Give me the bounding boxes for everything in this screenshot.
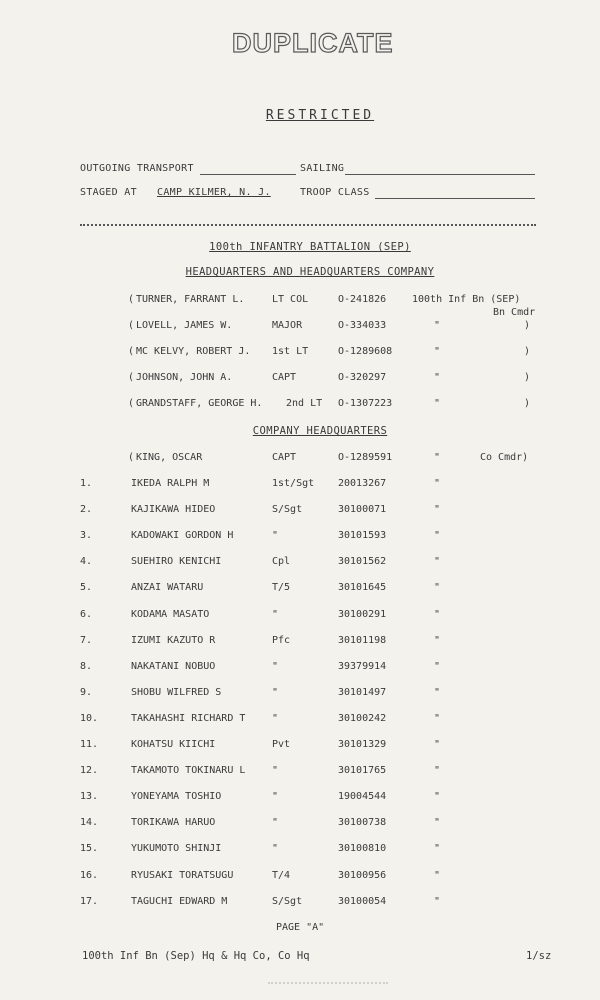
officer-serial: O-320297 <box>338 372 387 383</box>
soldier-name: IKEDA RALPH M <box>131 478 210 489</box>
sailing-label: SAILING <box>300 163 345 174</box>
officer-name: KING, OSCAR <box>136 452 203 463</box>
duplicate-stamp: DUPLICATE <box>232 28 394 58</box>
soldier-name: TAGUCHI EDWARD M <box>131 895 228 907</box>
soldier-rank: Pvt <box>272 739 291 750</box>
officer-serial: O-334033 <box>338 320 387 331</box>
roster-row <box>0 635 600 651</box>
roster-row <box>0 739 600 755</box>
serial-number: 30101198 <box>338 634 387 646</box>
row-number: 13. <box>80 791 99 803</box>
officer-row: ( LOVELL, JAMES W. MAJOR O-334033 " ) <box>128 320 531 331</box>
soldier-name: KAJIKAWA HIDEO <box>131 504 216 516</box>
soldier-rank: T/5 <box>272 582 291 594</box>
roster-row <box>0 530 600 546</box>
outgoing-transport-blank <box>200 174 296 175</box>
soldier-name: YONEYAMA TOSHIO <box>131 791 222 803</box>
company-title: HEADQUARTERS AND HEADQUARTERS COMPANY <box>185 266 435 278</box>
serial-number: 19004544 <box>338 791 387 803</box>
serial-number: 30101562 <box>338 556 387 568</box>
officer-serial: O-1289608 <box>338 346 393 357</box>
row-number: 5. <box>80 582 93 594</box>
separator-rule <box>80 224 536 226</box>
ditto-mark: " <box>434 556 441 568</box>
outgoing-transport-label: OUTGOING TRANSPORT <box>80 163 194 174</box>
ditto-mark: " <box>434 869 441 881</box>
row-number: 4. <box>80 556 93 568</box>
serial-number: 30100810 <box>338 843 387 855</box>
officer-row: ( TURNER, FARRANT L. LT COL O-241826 100th Inf Bn (SEP) <box>128 294 521 305</box>
officer-rank: 1st LT <box>272 346 309 357</box>
ditto-mark: " <box>434 504 441 516</box>
unit-title: 100th INFANTRY BATTALION (SEP) <box>209 241 411 253</box>
row-number: 14. <box>80 817 99 829</box>
serial-number: 30100738 <box>338 817 387 829</box>
faded-stamp <box>268 982 388 1000</box>
footer-unit: 100th Inf Bn (Sep) Hq & Hq Co, Co Hq <box>82 950 310 962</box>
soldier-rank: 1st/Sgt <box>272 478 315 489</box>
row-number: 1. <box>80 478 93 489</box>
officer-note-continued: Bn Cmdr <box>493 307 536 318</box>
soldier-name: TAKAHASHI RICHARD T <box>131 712 246 724</box>
ditto-mark: " <box>434 398 441 409</box>
roster-row <box>0 896 600 912</box>
soldier-rank: " <box>272 765 279 777</box>
row-number: 12. <box>80 765 99 777</box>
ditto-mark: " <box>434 608 441 620</box>
soldier-rank: " <box>272 791 279 803</box>
row-number: 9. <box>80 686 93 698</box>
row-number: 8. <box>80 660 93 672</box>
troop-class-label: TROOP CLASS <box>300 187 370 198</box>
soldier-name: YUKUMOTO SHINJI <box>131 843 222 855</box>
roster-row <box>0 478 600 494</box>
ditto-mark: " <box>434 372 441 383</box>
ditto-mark: " <box>434 478 441 489</box>
ditto-mark: " <box>434 660 441 672</box>
roster-row <box>0 687 600 703</box>
soldier-rank: " <box>272 712 279 724</box>
staged-at-label: STAGED AT <box>80 187 137 198</box>
soldier-name: KOHATSU KIICHI <box>131 739 216 750</box>
roster-row <box>0 765 600 781</box>
serial-number: 20013267 <box>338 478 387 489</box>
roster-row <box>0 791 600 807</box>
officer-row: ( JOHNSON, JOHN A. CAPT O-320297 " ) <box>128 372 531 383</box>
row-number: 2. <box>80 504 93 516</box>
soldier-name: TAKAMOTO TOKINARU L <box>131 765 246 777</box>
ditto-mark: " <box>434 843 441 855</box>
soldier-rank: " <box>272 608 279 620</box>
officer-name: GRANDSTAFF, GEORGE H. <box>136 398 263 409</box>
soldier-rank: " <box>272 530 279 542</box>
roster-row <box>0 582 600 598</box>
soldier-rank: Pfc <box>272 634 291 646</box>
soldier-rank: S/Sgt <box>272 895 303 907</box>
officer-rank: CAPT <box>272 452 297 463</box>
roster-row <box>0 504 600 520</box>
section-title: COMPANY HEADQUARTERS <box>252 425 388 437</box>
roster-row <box>0 661 600 677</box>
ditto-mark: " <box>434 634 441 646</box>
officer-name: LOVELL, JAMES W. <box>136 320 233 331</box>
ditto-mark: " <box>434 582 441 594</box>
troop-class-blank <box>375 198 535 199</box>
page-label: PAGE "A" <box>276 922 325 933</box>
roster-row <box>0 713 600 729</box>
officer-name: MC KELVY, ROBERT J. <box>136 346 251 357</box>
officer-note: Co Cmdr) <box>480 452 529 463</box>
roster-row <box>0 556 600 572</box>
staged-at-value: CAMP KILMER, N. J. <box>157 187 271 198</box>
classification-heading: RESTRICTED <box>265 108 375 123</box>
row-number: 3. <box>80 530 93 542</box>
officer-name: TURNER, FARRANT L. <box>136 294 245 305</box>
row-number: 7. <box>80 634 93 646</box>
soldier-name: IZUMI KAZUTO R <box>131 634 216 646</box>
soldier-rank: Cpl <box>272 556 291 568</box>
serial-number: 30100291 <box>338 608 387 620</box>
ditto-mark: " <box>434 739 441 750</box>
soldier-name: KADOWAKI GORDON H <box>131 530 234 542</box>
officer-name: JOHNSON, JOHN A. <box>136 372 233 383</box>
serial-number: 30101497 <box>338 686 387 698</box>
row-number: 16. <box>80 869 99 881</box>
soldier-rank: " <box>272 843 279 855</box>
soldier-rank: " <box>272 817 279 829</box>
officer-serial: O-1307223 <box>338 398 393 409</box>
soldier-rank: " <box>272 660 279 672</box>
serial-number: 30100242 <box>338 712 387 724</box>
serial-number: 30100071 <box>338 504 387 516</box>
officer-row: ( GRANDSTAFF, GEORGE H. 2nd LT O-1307223 " ) <box>128 398 531 409</box>
soldier-name: SUEHIRO KENICHI <box>131 556 222 568</box>
row-number: 15. <box>80 843 99 855</box>
soldier-rank: T/4 <box>272 869 291 881</box>
serial-number: 30100054 <box>338 895 387 907</box>
row-number: 6. <box>80 608 93 620</box>
ditto-mark: " <box>434 320 441 331</box>
ditto-mark: " <box>434 712 441 724</box>
serial-number: 39379914 <box>338 660 387 672</box>
soldier-name: KODAMA MASATO <box>131 608 210 620</box>
officer-note: 100th Inf Bn (SEP) <box>412 294 521 305</box>
serial-number: 30101765 <box>338 765 387 777</box>
serial-number: 30101329 <box>338 739 387 750</box>
row-number: 17. <box>80 895 99 907</box>
soldier-name: SHOBU WILFRED S <box>131 686 222 698</box>
soldier-name: NAKATANI NOBUO <box>131 660 216 672</box>
soldier-name: TORIKAWA HARUO <box>131 817 216 829</box>
ditto-mark: " <box>434 686 441 698</box>
roster-row <box>0 609 600 625</box>
ditto-mark: " <box>434 765 441 777</box>
row-number: 10. <box>80 712 99 724</box>
ditto-mark: " <box>434 817 441 829</box>
roster-row <box>0 843 600 859</box>
ditto-mark: " <box>434 452 441 463</box>
soldier-name: RYUSAKI TORATSUGU <box>131 869 234 881</box>
ditto-mark: " <box>434 791 441 803</box>
officer-rank: LT COL <box>272 294 309 305</box>
ditto-mark: " <box>434 346 441 357</box>
roster-row <box>0 870 600 886</box>
officer-row: ( MC KELVY, ROBERT J. 1st LT O-1289608 " ) <box>128 346 531 357</box>
officer-rank: MAJOR <box>272 320 303 331</box>
serial-number: 30101645 <box>338 582 387 594</box>
ditto-mark: " <box>434 895 441 907</box>
roster-row <box>0 817 600 833</box>
serial-number: 30101593 <box>338 530 387 542</box>
soldier-rank: S/Sgt <box>272 504 303 516</box>
footer-initials: 1/sz <box>526 950 552 962</box>
officer-serial: O-1289591 <box>338 452 393 463</box>
soldier-rank: " <box>272 686 279 698</box>
row-number: 11. <box>80 739 99 750</box>
company-commander-row: ( KING, OSCAR CAPT O-1289591 " Co Cmdr) <box>128 452 529 463</box>
soldier-name: ANZAI WATARU <box>131 582 204 594</box>
sailing-blank <box>345 174 535 175</box>
officer-rank: 2nd LT <box>286 398 323 409</box>
serial-number: 30100956 <box>338 869 387 881</box>
officer-serial: O-241826 <box>338 294 387 305</box>
officer-rank: CAPT <box>272 372 297 383</box>
ditto-mark: " <box>434 530 441 542</box>
